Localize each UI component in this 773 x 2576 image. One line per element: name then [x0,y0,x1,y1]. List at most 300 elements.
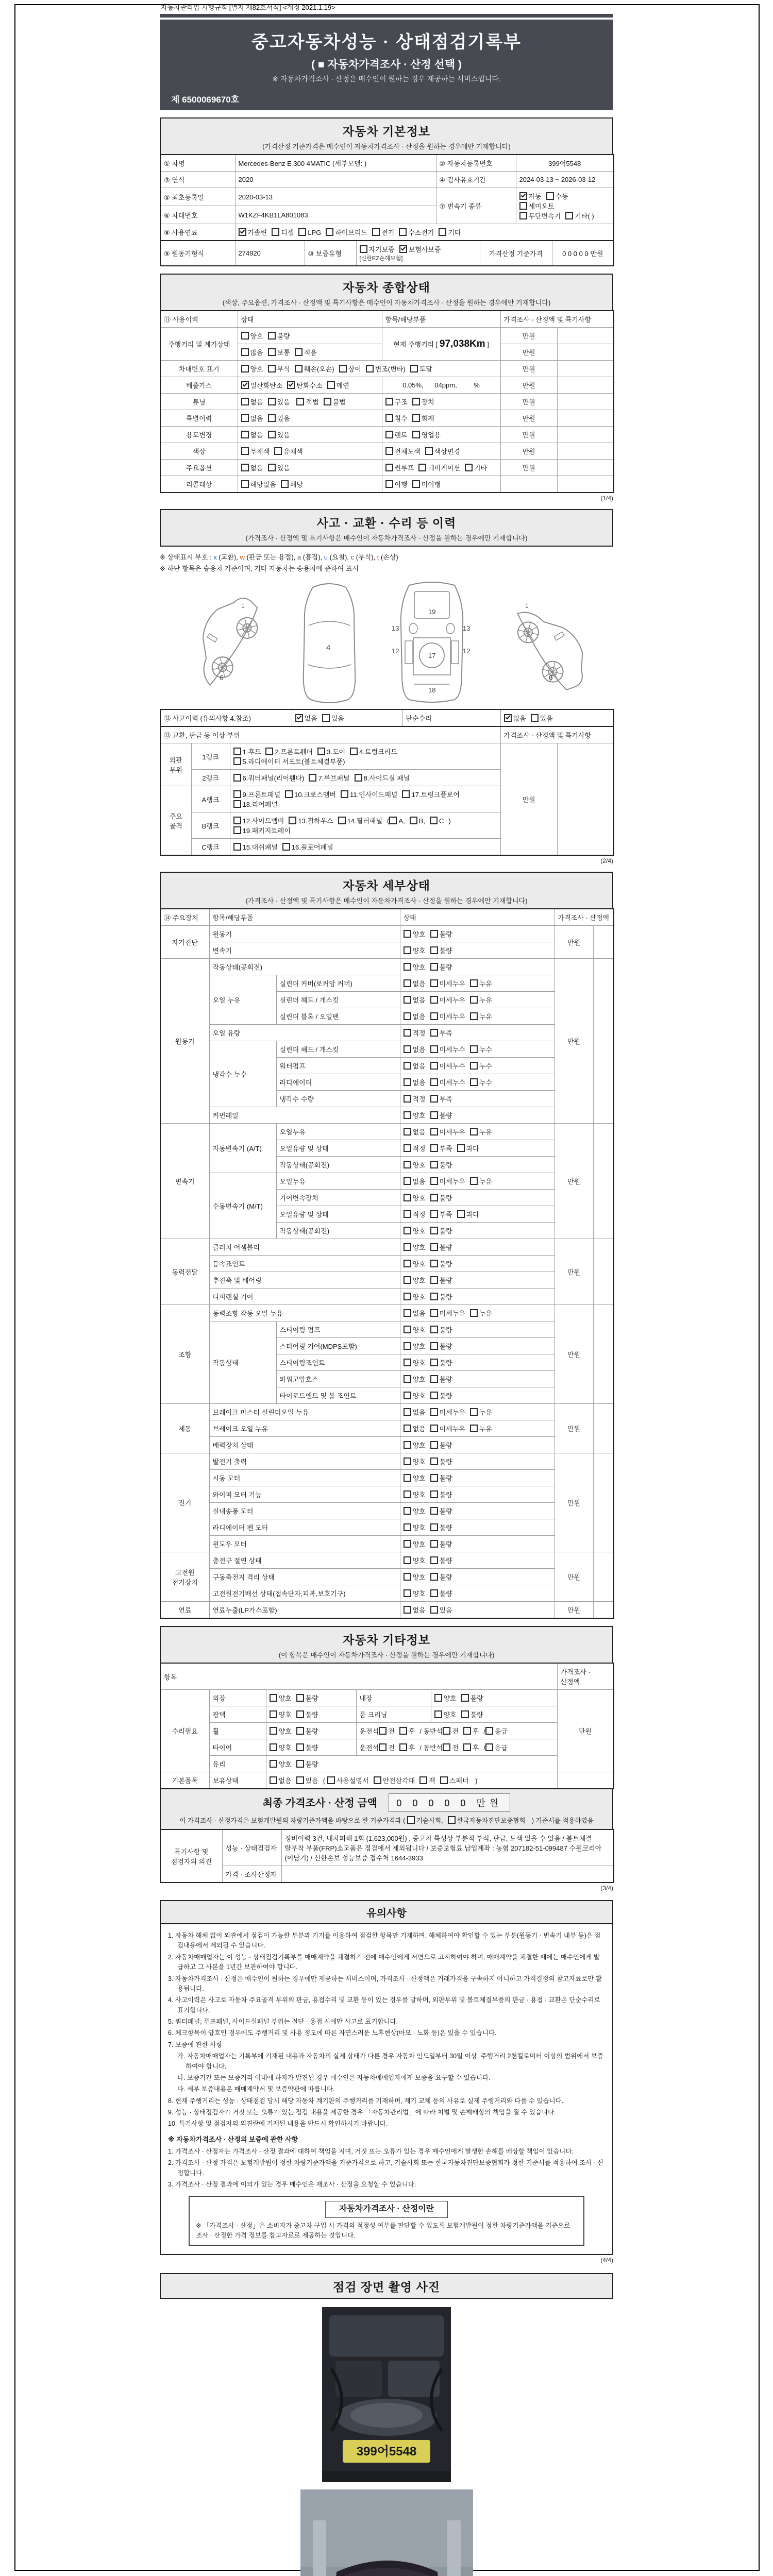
checkbox-icon[interactable] [241,365,249,372]
checkbox-icon[interactable] [430,1276,438,1284]
checkbox-option[interactable] [470,1423,492,1433]
checkbox-option[interactable] [404,1522,426,1532]
checkbox-icon[interactable] [233,843,241,851]
checkbox-icon[interactable] [399,228,407,236]
checkbox-icon[interactable] [430,1144,438,1152]
checkbox-icon[interactable] [440,1776,448,1784]
checkbox-option[interactable] [270,1709,292,1719]
checkbox-icon[interactable] [430,1177,438,1185]
checkbox-option[interactable] [430,1308,465,1318]
checkbox-option[interactable] [434,1693,457,1703]
checkbox-icon[interactable] [268,348,276,356]
checkbox-icon[interactable] [470,1078,478,1086]
checkbox-icon[interactable] [404,1111,411,1119]
checkbox-option[interactable] [404,1193,426,1202]
checkbox-option[interactable] [309,773,349,783]
checkbox-icon[interactable] [379,1743,386,1751]
checkbox-option[interactable] [268,430,290,439]
checkbox-icon[interactable] [404,1276,411,1284]
checkbox-icon[interactable] [399,1743,407,1751]
checkbox-option[interactable] [430,1292,452,1301]
checkbox-option[interactable] [430,1407,465,1417]
checkbox-icon[interactable] [404,1293,411,1300]
checkbox-icon[interactable] [404,1161,411,1168]
checkbox-icon[interactable] [404,1573,411,1581]
checkbox-option[interactable] [404,1209,426,1219]
checkbox-icon[interactable] [233,774,241,782]
checkbox-icon[interactable] [296,1760,304,1768]
checkbox-icon[interactable] [270,1727,277,1735]
checkbox-option[interactable] [404,1391,426,1400]
checkbox-option[interactable] [404,1456,426,1466]
checkbox-icon[interactable] [404,1375,411,1383]
checkbox-option[interactable] [434,1709,457,1719]
checkbox-icon[interactable] [327,381,335,389]
checkbox-icon[interactable] [457,1144,465,1152]
checkbox-icon[interactable] [412,431,420,438]
checkbox-icon[interactable] [430,1161,438,1168]
checkbox-option[interactable] [404,1555,426,1565]
checkbox-icon[interactable] [339,365,347,372]
checkbox-option[interactable] [430,1275,452,1285]
checkbox-icon[interactable] [430,979,438,987]
checkbox-option[interactable] [430,1028,452,1038]
checkbox-icon[interactable] [317,748,325,755]
checkbox-option[interactable] [430,1176,465,1186]
checkbox-icon[interactable] [430,1408,438,1416]
checkbox-icon[interactable] [404,1359,411,1366]
checkbox-option[interactable] [430,1522,452,1532]
checkbox-icon[interactable] [470,1425,478,1432]
checkbox-icon[interactable] [430,930,438,938]
checkbox-option[interactable] [457,1143,479,1153]
checkbox-icon[interactable] [430,817,438,824]
checkbox-option[interactable] [430,1127,465,1137]
checkbox-icon[interactable] [404,1309,411,1317]
checkbox-icon[interactable] [430,1095,438,1103]
checkbox-icon[interactable] [430,963,438,971]
checkbox-icon[interactable] [265,748,273,755]
checkbox-option[interactable] [322,713,344,723]
checkbox-option[interactable] [241,380,283,390]
checkbox-icon[interactable] [404,1523,411,1531]
checkbox-icon[interactable] [289,817,296,824]
checkbox-icon[interactable] [448,1816,456,1824]
checkbox-option[interactable] [268,347,290,357]
checkbox-option[interactable] [404,1292,426,1301]
checkbox-icon[interactable] [233,757,241,765]
checkbox-icon[interactable] [233,826,241,834]
checkbox-icon[interactable] [309,774,316,782]
checkbox-option[interactable] [410,817,425,825]
checkbox-icon[interactable] [402,790,410,798]
checkbox-option[interactable] [404,1226,426,1235]
checkbox-icon[interactable] [404,1490,411,1498]
checkbox-option[interactable] [430,1143,452,1153]
checkbox-option[interactable] [470,1127,492,1137]
checkbox-option[interactable] [430,1588,452,1598]
checkbox-icon[interactable] [430,1556,438,1564]
checkbox-option[interactable] [465,463,487,472]
checkbox-icon[interactable] [298,228,306,236]
checkbox-icon[interactable] [389,817,397,824]
checkbox-icon[interactable] [461,1710,469,1718]
checkbox-icon[interactable] [430,1606,438,1614]
checkbox-checked-icon[interactable] [504,714,512,722]
checkbox-icon[interactable] [295,365,303,372]
checkbox-icon[interactable] [296,1727,304,1735]
checkbox-option[interactable] [404,978,426,988]
checkbox-icon[interactable] [430,996,438,1004]
checkbox-icon[interactable] [419,1776,427,1784]
checkbox-option[interactable] [430,1044,465,1054]
checkbox-icon[interactable] [430,1078,438,1086]
checkbox-option[interactable] [430,1193,452,1202]
checkbox-icon[interactable] [295,348,303,356]
checkbox-option[interactable] [241,430,263,439]
checkbox-icon[interactable] [385,398,393,405]
checkbox-option[interactable] [519,211,561,221]
checkbox-icon[interactable] [404,1243,411,1251]
checkbox-icon[interactable] [350,748,358,755]
checkbox-icon[interactable] [285,790,293,798]
checkbox-icon[interactable] [430,1227,438,1234]
checkbox-icon[interactable] [430,1012,438,1020]
checkbox-icon[interactable] [241,447,249,455]
checkbox-icon[interactable] [404,1540,411,1548]
checkbox-option[interactable] [430,1110,452,1120]
checkbox-icon[interactable] [439,228,446,236]
checkbox-icon[interactable] [404,1326,411,1333]
checkbox-option[interactable] [546,191,568,201]
checkbox-option[interactable] [404,1358,426,1367]
checkbox-icon[interactable] [546,192,554,200]
checkbox-option[interactable] [317,747,345,756]
checkbox-option[interactable] [268,364,290,374]
checkbox-icon[interactable] [326,228,333,236]
checkbox-option[interactable] [355,773,410,783]
checkbox-option[interactable] [296,1759,318,1769]
checkbox-option[interactable] [296,1693,318,1703]
checkbox-option[interactable] [463,1726,479,1736]
checkbox-icon[interactable] [519,212,527,219]
checkbox-icon[interactable] [470,1408,478,1416]
checkbox-option[interactable] [295,713,317,723]
checkbox-option[interactable] [233,756,345,766]
checkbox-option[interactable] [430,1242,452,1252]
checkbox-icon[interactable] [412,480,420,488]
checkbox-option[interactable] [272,227,294,237]
checkbox-option[interactable] [410,364,432,374]
checkbox-icon[interactable] [430,1507,438,1515]
checkbox-option[interactable] [430,1094,452,1104]
checkbox-option[interactable] [430,1259,452,1268]
checkbox-option[interactable] [404,1341,426,1351]
checkbox-option[interactable] [404,1077,426,1087]
checkbox-option[interactable] [295,364,334,374]
checkbox-option[interactable] [287,380,322,390]
checkbox-icon[interactable] [327,1776,335,1784]
checkbox-icon[interactable] [296,1694,304,1702]
checkbox-option[interactable] [379,1742,395,1752]
checkbox-icon[interactable] [470,1177,478,1185]
checkbox-icon[interactable] [404,1144,411,1152]
checkbox-option[interactable] [372,227,394,237]
checkbox-icon[interactable] [430,1589,438,1597]
checkbox-option[interactable] [399,1742,415,1752]
checkbox-icon[interactable] [296,1776,304,1784]
checkbox-icon[interactable] [430,1111,438,1119]
checkbox-option[interactable] [485,1742,508,1752]
checkbox-option[interactable] [470,1077,492,1087]
checkbox-icon[interactable] [241,332,249,340]
checkbox-icon[interactable] [430,1458,438,1465]
checkbox-icon[interactable] [443,1743,450,1751]
checkbox-icon[interactable] [418,464,426,471]
checkbox-icon[interactable] [241,414,249,422]
checkbox-icon[interactable] [404,1392,411,1399]
checkbox-icon[interactable] [430,1293,438,1300]
checkbox-option[interactable] [457,1209,479,1219]
checkbox-icon[interactable] [404,1029,411,1037]
checkbox-option[interactable] [339,364,361,374]
checkbox-option[interactable] [407,1816,443,1825]
checkbox-option[interactable] [430,1489,452,1499]
checkbox-option[interactable] [233,773,305,783]
checkbox-option[interactable] [440,1775,469,1785]
checkbox-option[interactable] [241,479,276,489]
checkbox-icon[interactable] [404,1095,411,1103]
checkbox-option[interactable] [270,1759,292,1769]
checkbox-option[interactable] [268,463,290,472]
checkbox-icon[interactable] [457,1210,465,1218]
checkbox-option[interactable] [412,397,434,406]
checkbox-option[interactable] [461,1693,483,1703]
checkbox-icon[interactable] [270,1694,277,1702]
checkbox-option[interactable] [404,1176,426,1186]
checkbox-option[interactable] [504,713,526,723]
checkbox-option[interactable] [327,380,349,390]
checkbox-icon[interactable] [430,1375,438,1383]
checkbox-option[interactable] [404,962,426,972]
checkbox-option[interactable] [430,1209,452,1219]
checkbox-option[interactable] [404,1440,426,1450]
checkbox-icon[interactable] [430,1062,438,1070]
checkbox-icon[interactable] [404,1342,411,1350]
checkbox-icon[interactable] [404,1589,411,1597]
checkbox-icon[interactable] [430,1128,438,1136]
checkbox-option[interactable] [404,1242,426,1252]
checkbox-option[interactable] [470,1407,492,1417]
checkbox-option[interactable] [241,446,270,456]
checkbox-icon[interactable] [430,1260,438,1267]
checkbox-option[interactable] [430,1160,452,1170]
checkbox-option[interactable] [274,446,303,456]
checkbox-icon[interactable] [399,1727,407,1735]
checkbox-checked-icon[interactable] [519,192,527,200]
checkbox-icon[interactable] [434,1694,442,1702]
checkbox-icon[interactable] [407,1816,415,1824]
checkbox-icon[interactable] [485,1727,493,1735]
checkbox-option[interactable] [385,413,408,423]
checkbox-option[interactable] [270,1775,292,1785]
checkbox-checked-icon[interactable] [239,228,246,236]
checkbox-option[interactable] [470,1061,492,1071]
checkbox-option[interactable] [241,331,263,341]
checkbox-option[interactable] [233,816,284,825]
checkbox-option[interactable] [430,1423,465,1433]
checkbox-icon[interactable] [385,431,393,438]
checkbox-option[interactable] [233,825,291,835]
checkbox-icon[interactable] [410,817,417,824]
checkbox-option[interactable] [404,1143,426,1153]
checkbox-icon[interactable] [404,1507,411,1515]
checkbox-option[interactable] [519,201,554,211]
checkbox-icon[interactable] [241,480,249,488]
checkbox-option[interactable] [270,1693,292,1703]
checkbox-icon[interactable] [404,1260,411,1267]
checkbox-icon[interactable] [519,202,527,210]
checkbox-icon[interactable] [430,1392,438,1399]
checkbox-icon[interactable] [366,365,374,372]
checkbox-option[interactable] [430,1473,452,1483]
checkbox-icon[interactable] [430,1425,438,1432]
checkbox-icon[interactable] [270,1776,277,1784]
checkbox-icon[interactable] [374,1776,381,1784]
checkbox-option[interactable] [430,1341,452,1351]
checkbox-option[interactable] [404,1539,426,1549]
checkbox-icon[interactable] [404,1474,411,1482]
checkbox-checked-icon[interactable] [241,381,249,389]
checkbox-icon[interactable] [430,1210,438,1218]
checkbox-option[interactable] [350,747,397,756]
checkbox-option[interactable] [470,978,492,988]
checkbox-icon[interactable] [430,1441,438,1449]
checkbox-option[interactable] [430,978,465,988]
checkbox-icon[interactable] [430,946,438,954]
checkbox-icon[interactable] [404,1458,411,1465]
checkbox-icon[interactable] [322,714,330,722]
checkbox-option[interactable] [385,430,408,439]
checkbox-icon[interactable] [470,979,478,987]
checkbox-option[interactable] [285,789,336,799]
checkbox-icon[interactable] [485,1743,493,1751]
checkbox-icon[interactable] [404,1408,411,1416]
checkbox-icon[interactable] [404,1556,411,1564]
checkbox-icon[interactable] [430,1326,438,1333]
checkbox-option[interactable] [519,191,542,201]
checkbox-option[interactable] [430,1572,452,1582]
checkbox-option[interactable] [430,929,452,939]
checkbox-option[interactable] [385,463,414,472]
checkbox-icon[interactable] [430,1045,438,1053]
checkbox-option[interactable] [404,945,426,955]
checkbox-icon[interactable] [268,398,276,405]
checkbox-option[interactable] [374,1775,415,1785]
checkbox-icon[interactable] [296,1743,304,1751]
checkbox-option[interactable] [531,713,553,723]
checkbox-option[interactable] [430,1391,452,1400]
checkbox-option[interactable] [443,1742,459,1752]
checkbox-option[interactable] [470,1011,492,1021]
checkbox-icon[interactable] [404,1177,411,1185]
checkbox-icon[interactable] [412,398,420,405]
checkbox-option[interactable] [461,1709,483,1719]
checkbox-icon[interactable] [410,365,418,372]
checkbox-option[interactable] [430,1061,465,1071]
checkbox-option[interactable] [385,397,408,406]
checkbox-checked-icon[interactable] [287,381,295,389]
checkbox-icon[interactable] [470,1012,478,1020]
checkbox-option[interactable] [338,816,382,825]
checkbox-option[interactable] [439,227,461,237]
checkbox-icon[interactable] [404,1210,411,1218]
checkbox-option[interactable] [470,1044,492,1054]
checkbox-icon[interactable] [268,414,276,422]
checkbox-icon[interactable] [404,1012,411,1020]
checkbox-icon[interactable] [385,447,393,455]
checkbox-option[interactable] [404,1423,426,1433]
checkbox-option[interactable] [430,1325,452,1334]
checkbox-option[interactable] [399,1726,415,1736]
checkbox-icon[interactable] [270,1743,277,1751]
checkbox-icon[interactable] [360,245,367,253]
checkbox-option[interactable] [430,1539,452,1549]
checkbox-icon[interactable] [296,1710,304,1718]
checkbox-icon[interactable] [272,228,279,236]
checkbox-option[interactable] [265,747,313,756]
checkbox-option[interactable] [404,1325,426,1334]
checkbox-icon[interactable] [565,212,573,219]
checkbox-option[interactable] [430,1226,452,1235]
checkbox-icon[interactable] [404,1227,411,1234]
checkbox-option[interactable] [326,227,367,237]
checkbox-option[interactable] [241,347,263,357]
checkbox-icon[interactable] [404,1606,411,1614]
checkbox-option[interactable] [404,1160,426,1170]
checkbox-option[interactable] [418,463,460,472]
checkbox-option[interactable] [430,1605,452,1615]
checkbox-option[interactable] [281,479,303,489]
checkbox-option[interactable] [404,1308,426,1318]
checkbox-option[interactable] [298,228,321,236]
checkbox-option[interactable] [404,1094,426,1104]
checkbox-icon[interactable] [465,464,473,471]
checkbox-option[interactable] [233,747,261,756]
checkbox-icon[interactable] [470,996,478,1004]
checkbox-option[interactable] [430,1374,452,1384]
checkbox-icon[interactable] [434,1710,442,1718]
checkbox-icon[interactable] [404,930,411,938]
checkbox-icon[interactable] [404,963,411,971]
checkbox-option[interactable] [430,817,444,825]
checkbox-icon[interactable] [385,414,393,422]
checkbox-option[interactable] [404,1259,426,1268]
checkbox-option[interactable] [412,413,434,423]
checkbox-option[interactable] [443,1726,459,1736]
checkbox-option[interactable] [412,430,441,439]
checkbox-option[interactable] [404,1374,426,1384]
checkbox-icon[interactable] [404,979,411,987]
checkbox-icon[interactable] [412,414,420,422]
checkbox-option[interactable] [270,1742,292,1752]
checkbox-option[interactable] [430,962,452,972]
checkbox-option[interactable] [485,1726,508,1736]
checkbox-checked-icon[interactable] [399,245,407,253]
checkbox-icon[interactable] [379,1727,386,1735]
checkbox-icon[interactable] [404,1062,411,1070]
checkbox-option[interactable] [402,789,459,799]
